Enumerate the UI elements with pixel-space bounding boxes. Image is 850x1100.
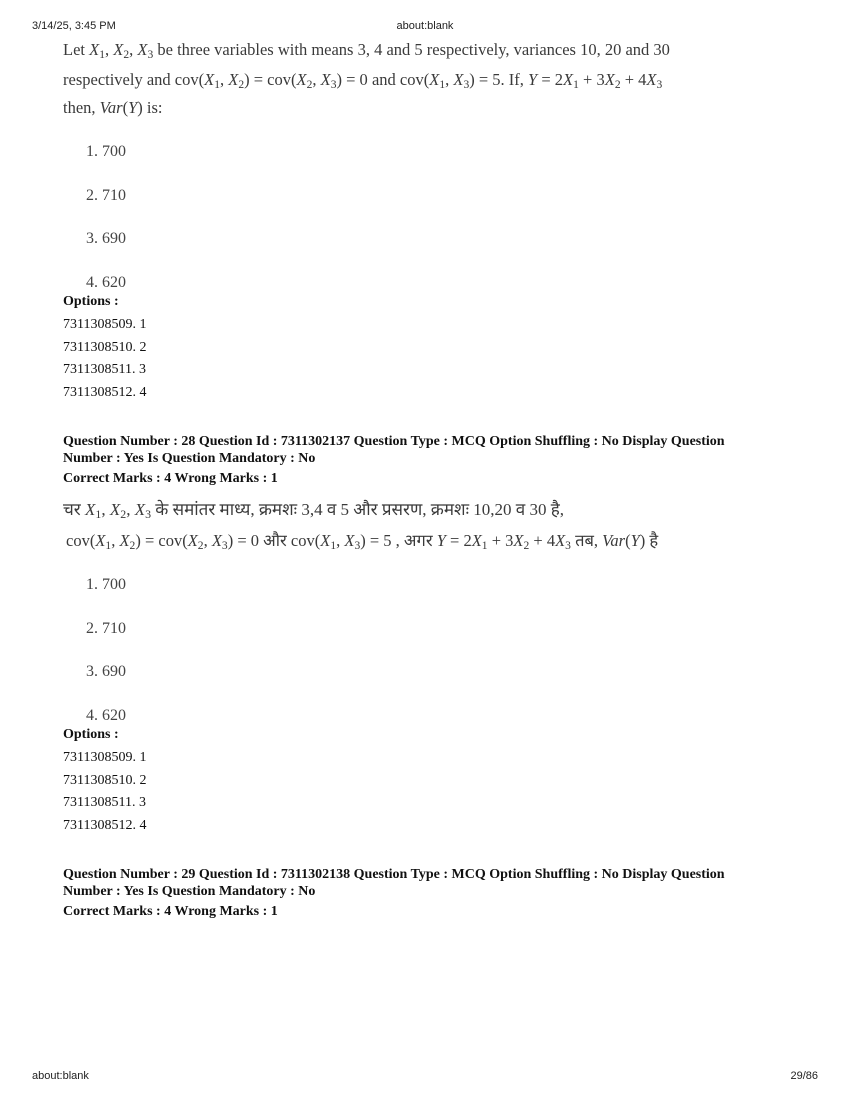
q27-options-label: Options : xyxy=(63,294,119,309)
q28-option-1: 1. 700 xyxy=(86,576,126,593)
print-title: about:blank xyxy=(396,20,454,32)
q28-option-id-4: 7311308512. 4 xyxy=(63,818,147,833)
q27-option-id-4: 7311308512. 4 xyxy=(63,385,147,400)
print-datetime: 3/14/25, 3:45 PM xyxy=(32,20,116,32)
q27-option-3: 3. 690 xyxy=(86,230,126,247)
q28-hindi-line-2: $cov(X_1$, $X_2) = cov(X_2$, $X_3) = 0$ और $cov(X_1$, $X_3) = 5$ , अगर $Y = 2X_1 + 3X_2 + 4X_3$ तब, Var(Y) है xyxy=(66,531,659,552)
q28-meta xyxy=(63,433,803,467)
q28-option-id-1: 7311308509. 1 xyxy=(63,750,147,765)
print-url: about:blank xyxy=(32,1070,89,1082)
q28-option-id-3: 7311308511. 3 xyxy=(63,795,146,810)
q27-text-line-2: respectively and $cov(X_1$, $X_2) = cov(X_2$, $X_3) = 0$ and $cov(X_1$, $X_3) = 5$. If, $Y = 2X_1 + 3X_2 + 4X_3$ xyxy=(63,70,663,91)
q28-option-id-2: 7311308510. 2 xyxy=(63,773,147,788)
q27-option-2: 2. 710 xyxy=(86,187,126,204)
q28-meta-line-1: Question Number : 28 Question Id : 7311302137 Question Type : MCQ Option Shuffling : No Display Question xyxy=(63,434,725,449)
q28-hindi-line-1: चर $X_1$, $X_2$, $X_3$ के समांतर माध्य, क्रमशः 3,4 व 5 और प्रसरण, क्रमशः 10,20 व 30 है, xyxy=(63,500,564,521)
q28-marks: Correct Marks : 4 Wrong Marks : 1 xyxy=(63,471,278,486)
q28-options-label: Options : xyxy=(63,727,119,742)
q28-option-3: 3. 690 xyxy=(86,663,126,680)
q27-option-id-2: 7311308510. 2 xyxy=(63,340,147,355)
q27-text-line-1: Let $X_1$, $X_2$, $X_3$ be three variables with means 3, 4 and 5 respectively, variances 10, 20 and 30 xyxy=(63,40,670,61)
q29-marks: Correct Marks : 4 Wrong Marks : 1 xyxy=(63,904,278,919)
q28-option-2: 2. 710 xyxy=(86,620,126,637)
q29-meta xyxy=(63,866,803,900)
q27-text-line-3: then, Var(Y) is: xyxy=(63,98,163,117)
q27-option-1: 1. 700 xyxy=(86,143,126,160)
q28-meta-line-2: Number : Yes Is Question Mandatory : No xyxy=(63,451,316,466)
q27-option-id-3: 7311308511. 3 xyxy=(63,362,146,377)
q28-option-4: 4. 620 xyxy=(86,707,126,724)
page-number: 29/86 xyxy=(790,1070,818,1082)
q29-meta-line-1: Question Number : 29 Question Id : 7311302138 Question Type : MCQ Option Shuffling : No Display Question xyxy=(63,867,725,882)
q27-option-4: 4. 620 xyxy=(86,274,126,291)
q27-option-id-1: 7311308509. 1 xyxy=(63,317,147,332)
q29-meta-line-2: Number : Yes Is Question Mandatory : No xyxy=(63,884,316,899)
